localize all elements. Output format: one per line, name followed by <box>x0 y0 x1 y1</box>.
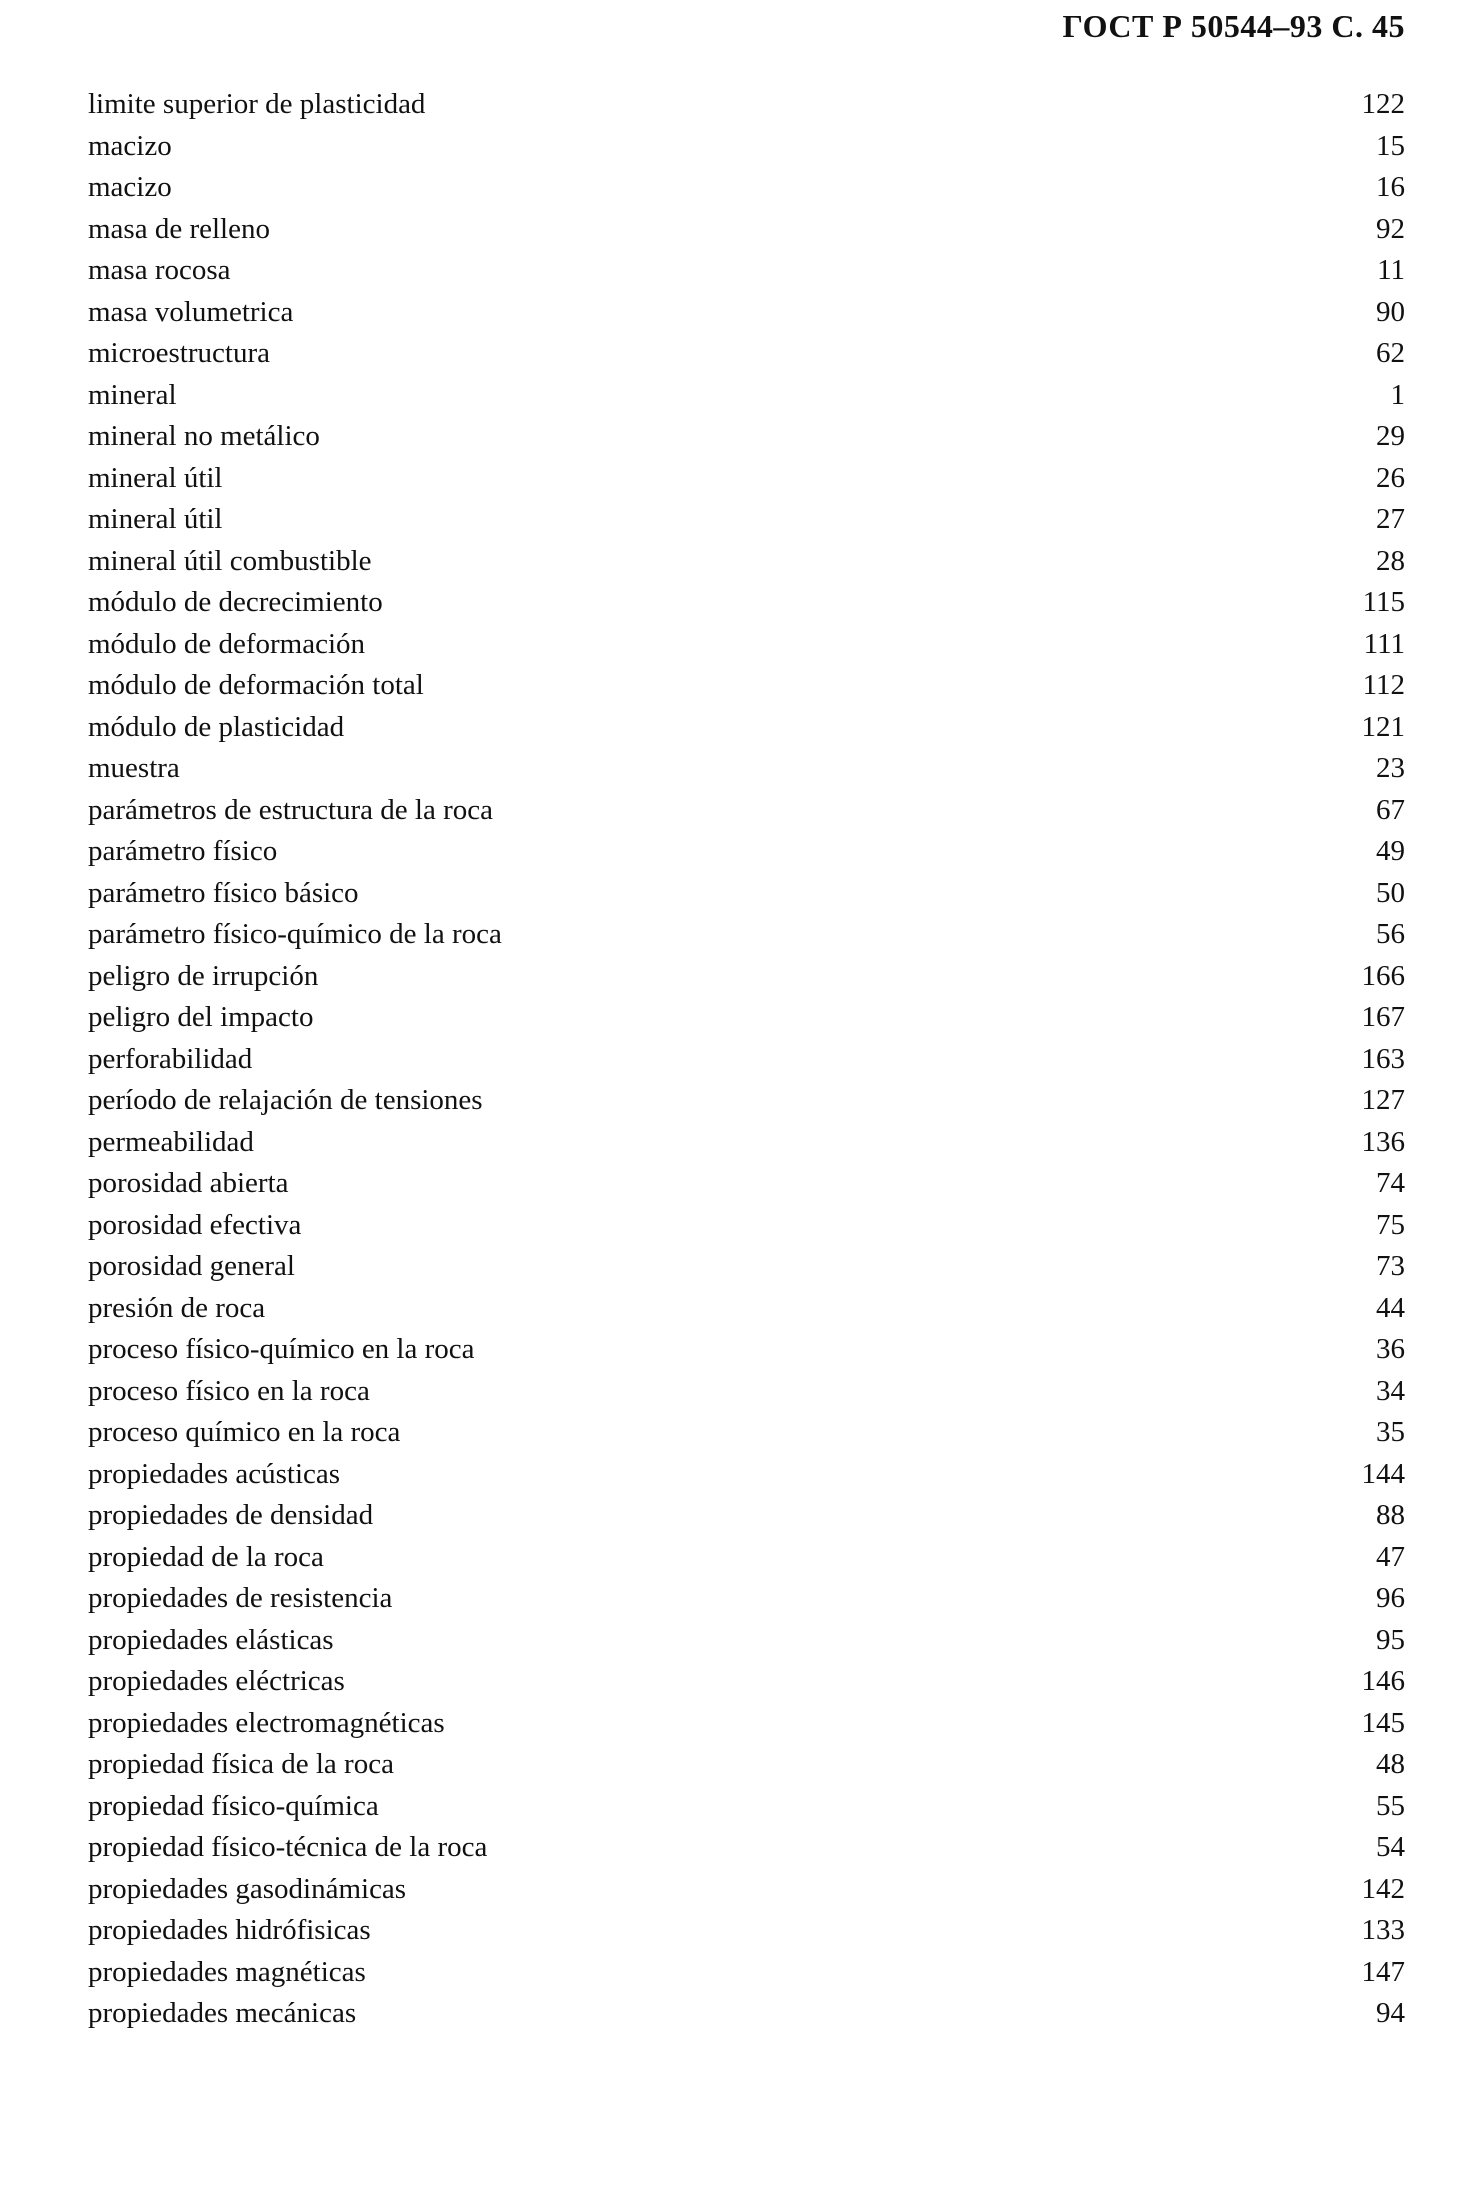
index-term: propiedades gasodinámicas <box>88 1872 407 1905</box>
index-ref: 49 <box>1376 835 1405 867</box>
index-row <box>88 707 1405 749</box>
index-term: propiedades hidrófisicas <box>88 1914 371 1946</box>
index-row <box>88 1205 1405 1247</box>
index-ref: 36 <box>1376 1333 1405 1365</box>
index-term: perforabilidad <box>88 1042 253 1075</box>
index-row <box>88 1993 1405 2035</box>
index-ref: 44 <box>1376 1291 1405 1324</box>
index-term: propiedades electromagnéticas <box>88 1706 445 1739</box>
index-row <box>88 1744 1405 1786</box>
index-ref: 1 <box>1390 378 1405 411</box>
index-row <box>88 914 1405 956</box>
index-term: peligro de irrupción <box>88 959 319 992</box>
index-term: parámetro físico básico <box>88 876 359 909</box>
index-ref: 26 <box>1376 461 1405 494</box>
index-ref: 142 <box>1361 1872 1405 1905</box>
index-term: módulo de deformación total <box>88 669 424 701</box>
index-term: mineral <box>88 378 177 411</box>
index-row <box>88 1620 1405 1662</box>
index-ref: 50 <box>1376 876 1405 909</box>
index-term: propiedades de resistencia <box>88 1582 393 1614</box>
index-row <box>88 1910 1405 1952</box>
index-term: proceso físico en la roca <box>88 1374 370 1407</box>
index-term: parámetros de estructura de la roca <box>88 793 493 826</box>
index-ref: 96 <box>1376 1582 1405 1614</box>
index-term: propiedad de la roca <box>88 1540 324 1573</box>
index-ref: 95 <box>1376 1623 1405 1656</box>
index-term: módulo de decrecimiento <box>88 586 383 618</box>
index-ref: 55 <box>1376 1789 1405 1822</box>
index-term: limite superior de plasticidad <box>88 88 426 120</box>
index-row <box>88 209 1405 251</box>
index-row <box>88 416 1405 458</box>
index-term: mineral útil <box>88 461 223 494</box>
index-term: parámetro físico-químico de la roca <box>88 918 502 950</box>
index-term: presión de roca <box>88 1291 266 1324</box>
index-ref: 94 <box>1376 1997 1405 2029</box>
index-term: porosidad abierta <box>88 1167 289 1199</box>
index-row <box>88 997 1405 1039</box>
index-term: proceso físico-químico en la roca <box>88 1333 475 1365</box>
index-row <box>88 1827 1405 1869</box>
index-term: macizo <box>88 129 172 162</box>
index-row <box>88 624 1405 666</box>
index-term: microestructura <box>88 337 270 369</box>
index-row <box>88 1703 1405 1745</box>
index-row <box>88 582 1405 624</box>
index-ref: 127 <box>1361 1084 1405 1116</box>
index-row <box>88 1412 1405 1454</box>
index-term: propiedades elásticas <box>88 1623 334 1656</box>
index-row <box>88 1371 1405 1413</box>
index-term: masa volumetrica <box>88 295 294 328</box>
index-ref: 47 <box>1376 1540 1405 1573</box>
index-term: propiedades eléctricas <box>88 1665 345 1697</box>
index-ref: 28 <box>1376 544 1405 577</box>
index-term: porosidad efectiva <box>88 1208 302 1241</box>
index-term: masa de relleno <box>88 212 270 245</box>
index-term: porosidad general <box>88 1250 295 1282</box>
index-ref: 54 <box>1376 1831 1405 1863</box>
index-term: propiedades acústicas <box>88 1457 341 1490</box>
index-ref: 122 <box>1361 88 1405 120</box>
index-ref: 29 <box>1376 420 1405 452</box>
index-row <box>88 748 1405 790</box>
index-row <box>88 250 1405 292</box>
index-ref: 146 <box>1361 1665 1405 1697</box>
index-term: período de relajación de tensiones <box>88 1084 483 1116</box>
index-ref: 92 <box>1376 212 1405 245</box>
index-row <box>88 1329 1405 1371</box>
index-ref: 35 <box>1376 1416 1405 1448</box>
index-term: permeabilidad <box>88 1125 254 1158</box>
index-term: muestra <box>88 752 180 784</box>
index-ref: 73 <box>1376 1250 1405 1282</box>
index-row <box>88 375 1405 417</box>
index-row <box>88 1288 1405 1330</box>
index-ref: 56 <box>1376 918 1405 950</box>
index-list <box>88 84 1405 2035</box>
index-ref: 75 <box>1376 1208 1405 1241</box>
index-ref: 121 <box>1361 710 1405 743</box>
index-term: propiedades de densidad <box>88 1499 374 1531</box>
index-term: proceso químico en la roca <box>88 1416 401 1448</box>
index-row <box>88 1952 1405 1994</box>
index-row <box>88 790 1405 832</box>
index-ref: 23 <box>1376 752 1405 784</box>
index-term: propiedad físico-química <box>88 1789 379 1822</box>
index-term: módulo de plasticidad <box>88 710 345 743</box>
index-term: macizo <box>88 171 172 203</box>
index-row <box>88 1537 1405 1579</box>
index-row <box>88 1661 1405 1703</box>
index-term: peligro del impacto <box>88 1001 314 1033</box>
index-ref: 88 <box>1376 1499 1405 1531</box>
index-row <box>88 1246 1405 1288</box>
index-ref: 48 <box>1376 1748 1405 1780</box>
index-term: parámetro físico <box>88 835 278 867</box>
index-ref: 34 <box>1376 1374 1405 1407</box>
index-row <box>88 1454 1405 1496</box>
index-term: propiedad física de la roca <box>88 1748 394 1780</box>
index-ref: 163 <box>1361 1042 1405 1075</box>
index-row <box>88 126 1405 168</box>
index-ref: 136 <box>1361 1125 1405 1158</box>
index-row <box>88 541 1405 583</box>
index-row <box>88 1495 1405 1537</box>
index-row <box>88 1122 1405 1164</box>
index-term: mineral útil <box>88 503 223 535</box>
index-term: propiedades magnéticas <box>88 1955 366 1988</box>
index-term: mineral no metálico <box>88 420 320 452</box>
index-ref: 112 <box>1362 669 1405 701</box>
index-ref: 90 <box>1376 295 1405 328</box>
index-ref: 16 <box>1376 171 1405 203</box>
index-ref: 15 <box>1376 129 1405 162</box>
index-row <box>88 84 1405 126</box>
index-row <box>88 1039 1405 1081</box>
index-ref: 147 <box>1361 1955 1405 1988</box>
index-row <box>88 956 1405 998</box>
index-row <box>88 1786 1405 1828</box>
index-ref: 62 <box>1376 337 1405 369</box>
index-ref: 27 <box>1376 503 1405 535</box>
index-row <box>88 873 1405 915</box>
index-ref: 133 <box>1361 1914 1405 1946</box>
page-header: ГОСТ Р 50544–93 С. 45 <box>1062 8 1405 44</box>
index-ref: 167 <box>1361 1001 1405 1033</box>
index-ref: 11 <box>1377 254 1405 286</box>
index-term: propiedades mecánicas <box>88 1997 357 2029</box>
index-row <box>88 665 1405 707</box>
index-ref: 166 <box>1361 959 1405 992</box>
index-term: masa rocosa <box>88 254 231 286</box>
index-term: módulo de deformación <box>88 627 366 660</box>
index-row <box>88 1080 1405 1122</box>
index-ref: 115 <box>1362 586 1405 618</box>
index-row <box>88 1578 1405 1620</box>
index-row <box>88 1869 1405 1911</box>
index-term: propiedad físico-técnica de la roca <box>88 1831 488 1863</box>
index-row <box>88 831 1405 873</box>
index-ref: 145 <box>1361 1706 1405 1739</box>
index-row <box>88 292 1405 334</box>
index-ref: 111 <box>1363 627 1405 660</box>
index-ref: 144 <box>1361 1457 1405 1490</box>
index-ref: 67 <box>1376 793 1405 826</box>
index-ref: 74 <box>1376 1167 1405 1199</box>
index-term: mineral útil combustible <box>88 544 372 577</box>
index-row <box>88 333 1405 375</box>
index-row <box>88 499 1405 541</box>
index-row <box>88 167 1405 209</box>
index-row <box>88 1163 1405 1205</box>
index-row <box>88 458 1405 500</box>
